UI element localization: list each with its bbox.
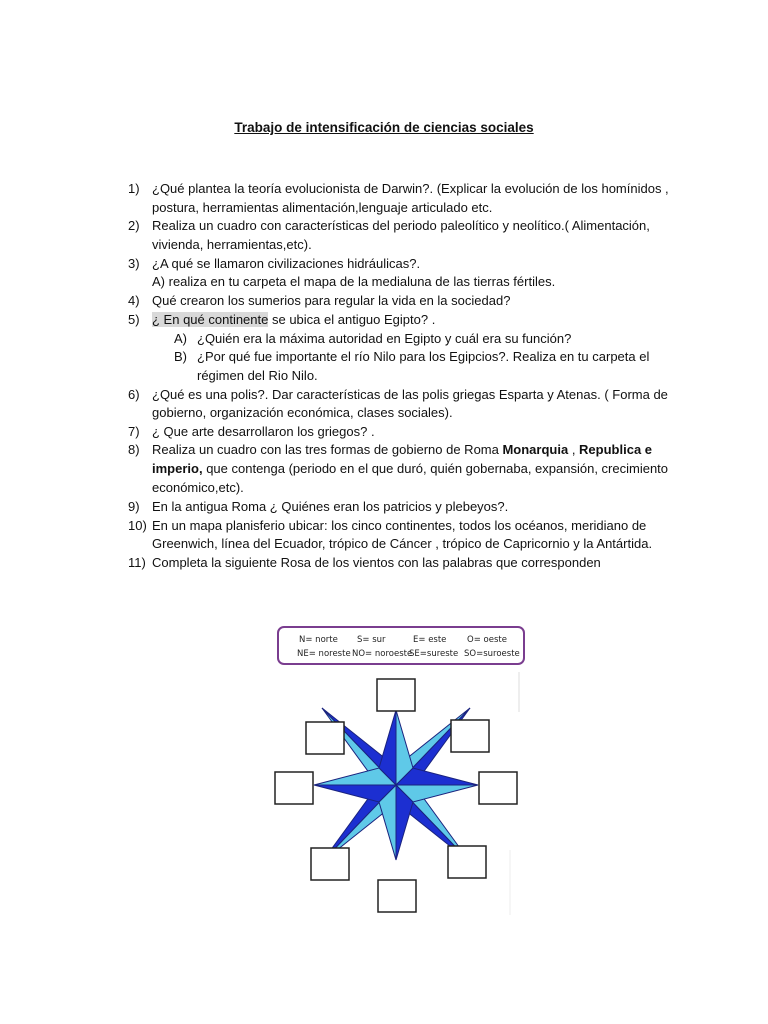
question-1-line-1: ¿Qué plantea la teoría evolucionista de Darwin?. (Explicar la evolución de los homínidos , [152,181,669,196]
question-1-line-2: postura, herramientas alimentación,lenguaje articulado etc. [152,200,493,215]
answer-box-so[interactable] [311,848,349,880]
question-2-line-2: vivienda, herramientas,etc). [152,237,312,252]
answer-box-n[interactable] [377,679,415,711]
answer-box-o[interactable] [275,772,313,804]
question-2-line-1: Realiza un cuadro con características del periodo paleolítico y neolítico.( Alimentación, [152,218,650,233]
question-3-line-2: A) realiza en tu carpeta el mapa de la medialuna de las tierras fértiles. [152,274,556,289]
legend-ne: NE= noreste [297,649,351,659]
answer-box-ne[interactable] [451,720,489,752]
answer-box-e[interactable] [479,772,517,804]
highlighted-text: ¿ En qué continente [152,312,269,327]
legend-no: NO= noroeste [352,649,413,659]
legend-so: SO=suroeste [464,649,520,659]
legend-e: E= este [413,635,447,645]
document-title: Trabajo de intensificación de ciencias sociales [234,120,534,135]
answer-box-no[interactable] [306,722,344,754]
question-3-line-1: ¿A qué se llamaron civilizaciones hidráulicas?. [152,256,421,271]
answer-box-se[interactable] [448,846,486,878]
question-4-line-1: Qué crearon los sumerios para regular la vida en la sociedad? [152,293,511,308]
legend-s: S= sur [357,635,386,645]
legend-se: SE=sureste [409,649,459,659]
answer-box-s[interactable] [378,880,416,912]
legend-o: O= oeste [467,635,507,645]
legend-n: N= norte [299,635,338,645]
